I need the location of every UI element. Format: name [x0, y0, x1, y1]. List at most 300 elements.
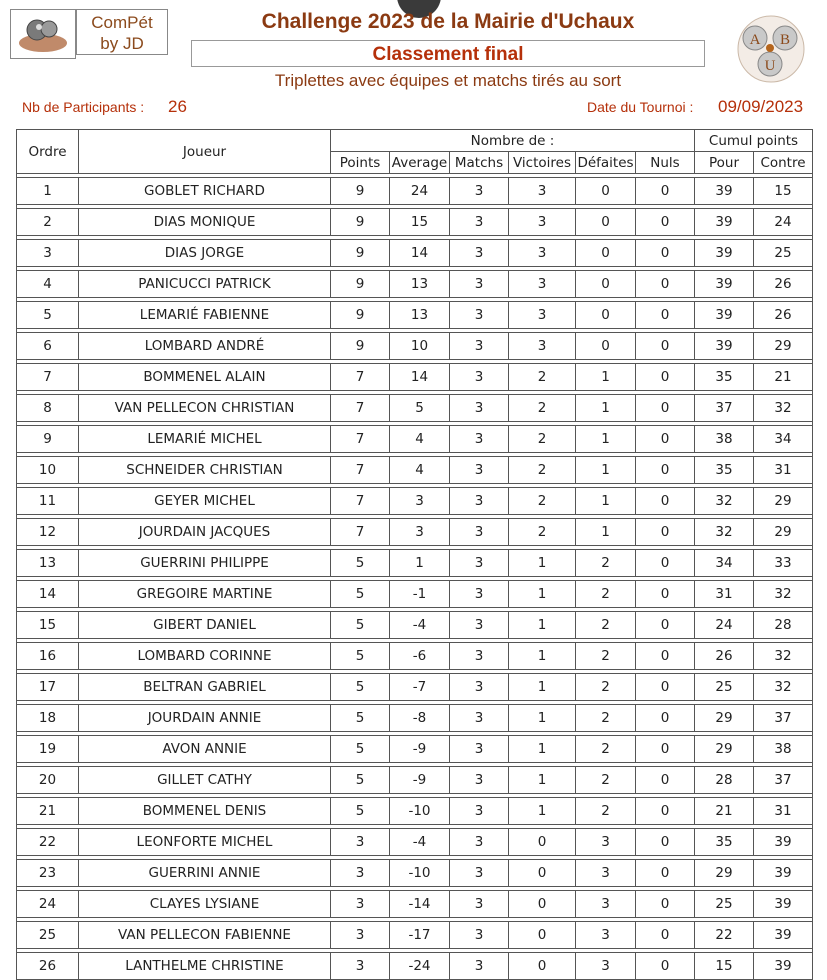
table-row — [17, 891, 813, 918]
header-pour: Pour — [695, 152, 754, 174]
header-points: Points — [331, 152, 390, 174]
pour-cell: 29 — [695, 736, 754, 763]
contre-cell: 32 — [754, 674, 813, 701]
rank-cell: 25 — [17, 922, 79, 949]
victoires-cell: 1 — [509, 674, 576, 701]
contre-cell: 37 — [754, 705, 813, 732]
table-row — [17, 674, 813, 701]
player-name-cell: LEONFORTE MICHEL — [79, 829, 331, 856]
contre-cell: 15 — [754, 178, 813, 205]
average-cell: -4 — [390, 829, 450, 856]
player-name-cell: JOURDAIN JACQUES — [79, 519, 331, 546]
contre-cell: 37 — [754, 767, 813, 794]
pour-cell: 26 — [695, 643, 754, 670]
pour-cell: 35 — [695, 457, 754, 484]
matchs-cell: 3 — [450, 426, 509, 453]
nuls-cell: 0 — [636, 488, 695, 515]
pour-cell: 31 — [695, 581, 754, 608]
average-cell: 3 — [390, 488, 450, 515]
points-cell: 9 — [331, 333, 390, 360]
contre-cell: 24 — [754, 209, 813, 236]
club-logo — [733, 14, 809, 84]
rank-cell: 24 — [17, 891, 79, 918]
matchs-cell: 3 — [450, 178, 509, 205]
average-cell: -10 — [390, 798, 450, 825]
points-cell: 3 — [331, 860, 390, 887]
points-cell: 9 — [331, 271, 390, 298]
player-name-cell: DIAS JORGE — [79, 240, 331, 267]
victoires-cell: 3 — [509, 302, 576, 329]
rank-cell: 11 — [17, 488, 79, 515]
player-name-cell: AVON ANNIE — [79, 736, 331, 763]
victoires-cell: 1 — [509, 643, 576, 670]
pour-cell: 39 — [695, 178, 754, 205]
average-cell: 4 — [390, 457, 450, 484]
defaites-cell: 2 — [576, 643, 636, 670]
points-cell: 3 — [331, 953, 390, 980]
rank-cell: 3 — [17, 240, 79, 267]
player-name-cell: GUERRINI ANNIE — [79, 860, 331, 887]
header-nombre-de: Nombre de : — [331, 130, 695, 152]
contre-cell: 31 — [754, 457, 813, 484]
average-cell: 14 — [390, 364, 450, 391]
average-cell: -7 — [390, 674, 450, 701]
defaites-cell: 0 — [576, 209, 636, 236]
points-cell: 5 — [331, 705, 390, 732]
rank-cell: 5 — [17, 302, 79, 329]
contre-cell: 39 — [754, 829, 813, 856]
pour-cell: 22 — [695, 922, 754, 949]
brand-line-1: ComPét — [91, 13, 153, 32]
nuls-cell: 0 — [636, 271, 695, 298]
defaites-cell: 1 — [576, 488, 636, 515]
contre-cell: 32 — [754, 643, 813, 670]
table-row — [17, 829, 813, 856]
pour-cell: 34 — [695, 550, 754, 577]
matchs-cell: 3 — [450, 240, 509, 267]
logo-letter-u: U — [764, 58, 776, 74]
table-row — [17, 798, 813, 825]
player-name-cell: GOBLET RICHARD — [79, 178, 331, 205]
points-cell: 3 — [331, 922, 390, 949]
rank-cell: 19 — [17, 736, 79, 763]
player-name-cell: BOMMENEL ALAIN — [79, 364, 331, 391]
table-row — [17, 364, 813, 391]
points-cell: 5 — [331, 612, 390, 639]
logo-letter-b: B — [779, 32, 791, 48]
pour-cell: 29 — [695, 860, 754, 887]
points-cell: 7 — [331, 519, 390, 546]
victoires-cell: 2 — [509, 364, 576, 391]
average-cell: -1 — [390, 581, 450, 608]
points-cell: 5 — [331, 550, 390, 577]
average-cell: -4 — [390, 612, 450, 639]
nuls-cell: 0 — [636, 767, 695, 794]
table-row — [17, 519, 813, 546]
defaites-cell: 2 — [576, 581, 636, 608]
victoires-cell: 0 — [509, 953, 576, 980]
player-name-cell: GILLET CATHY — [79, 767, 331, 794]
table-row — [17, 240, 813, 267]
defaites-cell: 3 — [576, 829, 636, 856]
pour-cell: 25 — [695, 674, 754, 701]
nuls-cell: 0 — [636, 519, 695, 546]
pour-cell: 21 — [695, 798, 754, 825]
matchs-cell: 3 — [450, 581, 509, 608]
contre-cell: 29 — [754, 488, 813, 515]
player-name-cell: GREGOIRE MARTINE — [79, 581, 331, 608]
average-cell: 3 — [390, 519, 450, 546]
header-average: Average — [390, 152, 450, 174]
table-row — [17, 550, 813, 577]
average-cell: 15 — [390, 209, 450, 236]
matchs-cell: 3 — [450, 736, 509, 763]
table-row — [17, 581, 813, 608]
average-cell: 24 — [390, 178, 450, 205]
contre-cell: 39 — [754, 922, 813, 949]
contre-cell: 33 — [754, 550, 813, 577]
average-cell: -8 — [390, 705, 450, 732]
player-name-cell: JOURDAIN ANNIE — [79, 705, 331, 732]
pour-cell: 39 — [695, 271, 754, 298]
victoires-cell: 1 — [509, 705, 576, 732]
page-subtitle: Classement final — [191, 40, 705, 67]
player-name-cell: SCHNEIDER CHRISTIAN — [79, 457, 331, 484]
defaites-cell: 2 — [576, 736, 636, 763]
victoires-cell: 2 — [509, 457, 576, 484]
petanque-logo — [10, 9, 76, 59]
average-cell: 13 — [390, 271, 450, 298]
contre-cell: 21 — [754, 364, 813, 391]
player-name-cell: BOMMENEL DENIS — [79, 798, 331, 825]
ranking-table — [16, 129, 813, 980]
contre-cell: 28 — [754, 612, 813, 639]
victoires-cell: 2 — [509, 426, 576, 453]
brand-line-2: by JD — [100, 34, 144, 53]
nuls-cell: 0 — [636, 550, 695, 577]
victoires-cell: 1 — [509, 736, 576, 763]
points-cell: 7 — [331, 488, 390, 515]
points-cell: 3 — [331, 891, 390, 918]
header-ordre: Ordre — [17, 130, 79, 174]
nuls-cell: 0 — [636, 395, 695, 422]
matchs-cell: 3 — [450, 333, 509, 360]
table-row — [17, 922, 813, 949]
contre-cell: 26 — [754, 271, 813, 298]
table-row — [17, 395, 813, 422]
player-name-cell: LEMARIÉ MICHEL — [79, 426, 331, 453]
table-row — [17, 643, 813, 670]
player-name-cell: CLAYES LYSIANE — [79, 891, 331, 918]
matchs-cell: 3 — [450, 705, 509, 732]
nuls-cell: 0 — [636, 736, 695, 763]
rank-cell: 17 — [17, 674, 79, 701]
defaites-cell: 0 — [576, 302, 636, 329]
player-name-cell: GUERRINI PHILIPPE — [79, 550, 331, 577]
victoires-cell: 1 — [509, 798, 576, 825]
points-cell: 7 — [331, 364, 390, 391]
header-victoires: Victoires — [509, 152, 576, 174]
pour-cell: 35 — [695, 829, 754, 856]
defaites-cell: 3 — [576, 953, 636, 980]
header-defaites: Défaites — [576, 152, 636, 174]
rank-cell: 14 — [17, 581, 79, 608]
participants-value: 26 — [168, 97, 187, 116]
matchs-cell: 3 — [450, 922, 509, 949]
defaites-cell: 0 — [576, 178, 636, 205]
nuls-cell: 0 — [636, 674, 695, 701]
points-cell: 5 — [331, 674, 390, 701]
rank-cell: 21 — [17, 798, 79, 825]
player-name-cell: LOMBARD ANDRÉ — [79, 333, 331, 360]
nuls-cell: 0 — [636, 426, 695, 453]
nuls-cell: 0 — [636, 891, 695, 918]
rank-cell: 20 — [17, 767, 79, 794]
player-name-cell: GEYER MICHEL — [79, 488, 331, 515]
points-cell: 7 — [331, 395, 390, 422]
table-row — [17, 457, 813, 484]
points-cell: 5 — [331, 736, 390, 763]
pour-cell: 39 — [695, 240, 754, 267]
date-label: Date du Tournoi : — [587, 99, 694, 115]
pour-cell: 32 — [695, 519, 754, 546]
victoires-cell: 3 — [509, 333, 576, 360]
defaites-cell: 3 — [576, 860, 636, 887]
matchs-cell: 3 — [450, 550, 509, 577]
table-row — [17, 953, 813, 980]
defaites-cell: 3 — [576, 922, 636, 949]
defaites-cell: 1 — [576, 364, 636, 391]
matchs-cell: 3 — [450, 643, 509, 670]
pour-cell: 29 — [695, 705, 754, 732]
player-name-cell: DIAS MONIQUE — [79, 209, 331, 236]
rank-cell: 13 — [17, 550, 79, 577]
victoires-cell: 0 — [509, 829, 576, 856]
pour-cell: 32 — [695, 488, 754, 515]
defaites-cell: 2 — [576, 798, 636, 825]
page-title: Challenge 2023 de la Mairie d'Uchaux — [261, 10, 635, 33]
rank-cell: 2 — [17, 209, 79, 236]
defaites-cell: 0 — [576, 240, 636, 267]
contre-cell: 25 — [754, 240, 813, 267]
tournament-description: Triplettes avec équipes et matchs tirés au sort — [274, 71, 622, 90]
matchs-cell: 3 — [450, 829, 509, 856]
nuls-cell: 0 — [636, 643, 695, 670]
defaites-cell: 0 — [576, 333, 636, 360]
contre-cell: 32 — [754, 581, 813, 608]
average-cell: 1 — [390, 550, 450, 577]
points-cell: 9 — [331, 209, 390, 236]
header-contre: Contre — [754, 152, 813, 174]
victoires-cell: 2 — [509, 395, 576, 422]
pour-cell: 28 — [695, 767, 754, 794]
nuls-cell: 0 — [636, 302, 695, 329]
points-cell: 9 — [331, 240, 390, 267]
rank-cell: 22 — [17, 829, 79, 856]
matchs-cell: 3 — [450, 860, 509, 887]
nuls-cell: 0 — [636, 457, 695, 484]
defaites-cell: 1 — [576, 426, 636, 453]
rank-cell: 23 — [17, 860, 79, 887]
player-name-cell: LOMBARD CORINNE — [79, 643, 331, 670]
average-cell: -24 — [390, 953, 450, 980]
victoires-cell: 1 — [509, 550, 576, 577]
nuls-cell: 0 — [636, 953, 695, 980]
player-name-cell: BELTRAN GABRIEL — [79, 674, 331, 701]
defaites-cell: 1 — [576, 519, 636, 546]
contre-cell: 32 — [754, 395, 813, 422]
header-cumul-points: Cumul points — [695, 130, 813, 152]
table-row — [17, 302, 813, 329]
hand-boules-icon — [15, 13, 71, 55]
table-row — [17, 612, 813, 639]
nuls-cell: 0 — [636, 829, 695, 856]
matchs-cell: 3 — [450, 798, 509, 825]
nuls-cell: 0 — [636, 178, 695, 205]
matchs-cell: 3 — [450, 271, 509, 298]
nuls-cell: 0 — [636, 705, 695, 732]
header-nuls: Nuls — [636, 152, 695, 174]
player-name-cell: VAN PELLECON FABIENNE — [79, 922, 331, 949]
contre-cell: 29 — [754, 333, 813, 360]
victoires-cell: 0 — [509, 860, 576, 887]
nuls-cell: 0 — [636, 798, 695, 825]
contre-cell: 39 — [754, 891, 813, 918]
rank-cell: 4 — [17, 271, 79, 298]
contre-cell: 38 — [754, 736, 813, 763]
rank-cell: 6 — [17, 333, 79, 360]
points-cell: 5 — [331, 581, 390, 608]
average-cell: 10 — [390, 333, 450, 360]
header-matchs: Matchs — [450, 152, 509, 174]
nuls-cell: 0 — [636, 209, 695, 236]
pour-cell: 15 — [695, 953, 754, 980]
points-cell: 5 — [331, 798, 390, 825]
table-row — [17, 705, 813, 732]
victoires-cell: 1 — [509, 612, 576, 639]
brand-box — [76, 9, 168, 55]
victoires-cell: 0 — [509, 891, 576, 918]
nuls-cell: 0 — [636, 860, 695, 887]
pour-cell: 39 — [695, 333, 754, 360]
contre-cell: 31 — [754, 798, 813, 825]
contre-cell: 29 — [754, 519, 813, 546]
matchs-cell: 3 — [450, 364, 509, 391]
rank-cell: 1 — [17, 178, 79, 205]
header-joueur: Joueur — [79, 130, 331, 174]
victoires-cell: 2 — [509, 519, 576, 546]
player-name-cell: LEMARIÉ FABIENNE — [79, 302, 331, 329]
pour-cell: 38 — [695, 426, 754, 453]
player-name-cell: VAN PELLECON CHRISTIAN — [79, 395, 331, 422]
points-cell: 9 — [331, 302, 390, 329]
contre-cell: 26 — [754, 302, 813, 329]
average-cell: 4 — [390, 426, 450, 453]
matchs-cell: 3 — [450, 209, 509, 236]
player-name-cell: GIBERT DANIEL — [79, 612, 331, 639]
pour-cell: 39 — [695, 302, 754, 329]
victoires-cell: 1 — [509, 767, 576, 794]
pour-cell: 35 — [695, 364, 754, 391]
average-cell: 13 — [390, 302, 450, 329]
pour-cell: 24 — [695, 612, 754, 639]
rank-cell: 7 — [17, 364, 79, 391]
points-cell: 7 — [331, 426, 390, 453]
victoires-cell: 3 — [509, 209, 576, 236]
matchs-cell: 3 — [450, 488, 509, 515]
average-cell: 14 — [390, 240, 450, 267]
nuls-cell: 0 — [636, 333, 695, 360]
rank-cell: 8 — [17, 395, 79, 422]
table-row — [17, 178, 813, 205]
rank-cell: 10 — [17, 457, 79, 484]
player-name-cell: LANTHELME CHRISTINE — [79, 953, 331, 980]
matchs-cell: 3 — [450, 457, 509, 484]
victoires-cell: 2 — [509, 488, 576, 515]
average-cell: -9 — [390, 767, 450, 794]
points-cell: 5 — [331, 643, 390, 670]
victoires-cell: 3 — [509, 240, 576, 267]
rank-cell: 12 — [17, 519, 79, 546]
boules-letters-icon — [733, 14, 809, 84]
points-cell: 3 — [331, 829, 390, 856]
table-row — [17, 860, 813, 887]
date-value: 09/09/2023 — [718, 97, 804, 116]
matchs-cell: 3 — [450, 891, 509, 918]
table-row — [17, 426, 813, 453]
victoires-cell: 3 — [509, 271, 576, 298]
nuls-cell: 0 — [636, 240, 695, 267]
defaites-cell: 2 — [576, 612, 636, 639]
points-cell: 9 — [331, 178, 390, 205]
table-row — [17, 736, 813, 763]
victoires-cell: 3 — [509, 178, 576, 205]
average-cell: -6 — [390, 643, 450, 670]
table-row — [17, 271, 813, 298]
average-cell: -9 — [390, 736, 450, 763]
table-row — [17, 333, 813, 360]
matchs-cell: 3 — [450, 674, 509, 701]
participants-label: Nb de Participants : — [22, 99, 145, 115]
matchs-cell: 3 — [450, 519, 509, 546]
defaites-cell: 2 — [576, 705, 636, 732]
average-cell: -17 — [390, 922, 450, 949]
contre-cell: 39 — [754, 860, 813, 887]
table-row — [17, 488, 813, 515]
rank-cell: 9 — [17, 426, 79, 453]
pour-cell: 25 — [695, 891, 754, 918]
defaites-cell: 2 — [576, 550, 636, 577]
defaites-cell: 2 — [576, 674, 636, 701]
nuls-cell: 0 — [636, 364, 695, 391]
matchs-cell: 3 — [450, 395, 509, 422]
rank-cell: 18 — [17, 705, 79, 732]
contre-cell: 34 — [754, 426, 813, 453]
nuls-cell: 0 — [636, 922, 695, 949]
nuls-cell: 0 — [636, 612, 695, 639]
logo-letter-a: A — [749, 32, 761, 48]
nuls-cell: 0 — [636, 581, 695, 608]
contre-cell: 39 — [754, 953, 813, 980]
defaites-cell: 1 — [576, 395, 636, 422]
table-row — [17, 209, 813, 236]
rank-cell: 15 — [17, 612, 79, 639]
points-cell: 5 — [331, 767, 390, 794]
pour-cell: 37 — [695, 395, 754, 422]
rank-cell: 26 — [17, 953, 79, 980]
rank-cell: 16 — [17, 643, 79, 670]
average-cell: 5 — [390, 395, 450, 422]
